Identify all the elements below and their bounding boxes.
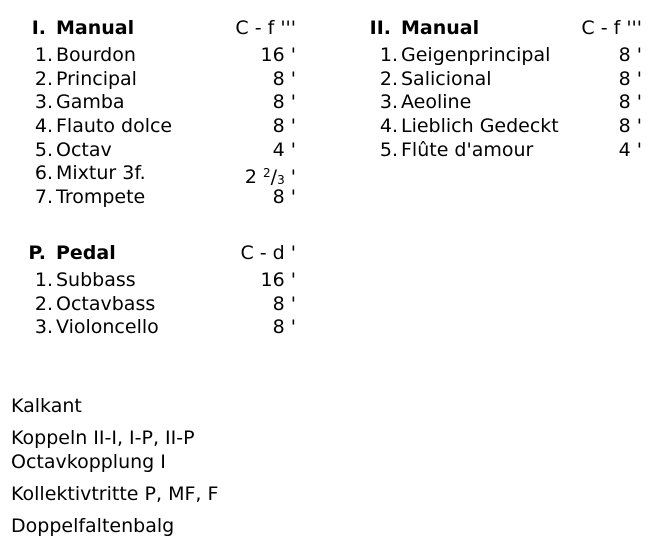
stop-row <box>355 91 642 115</box>
pitch-numerator: 2 <box>263 166 271 181</box>
stop-pitch: 8 ' <box>272 91 296 114</box>
stop-number: 1. <box>34 269 53 291</box>
division-compass: C - f ''' <box>235 17 296 39</box>
division-name: Pedal <box>56 242 116 264</box>
stop-name: Salicional <box>401 67 492 90</box>
division-compass: C - f ''' <box>581 17 642 39</box>
division-numeral: P. <box>28 242 46 264</box>
accessory-bellows <box>11 514 218 538</box>
stop-number: 1. <box>379 44 398 66</box>
stop-row <box>10 139 296 163</box>
stop-row <box>355 115 642 139</box>
stop-row <box>10 162 296 189</box>
division-name: Manual <box>401 17 480 39</box>
division-header <box>10 241 296 265</box>
accessory-kalkant <box>11 394 218 418</box>
stop-number: 6. <box>34 162 53 185</box>
accessory-combinations <box>11 482 218 506</box>
stop-pitch: 8 ' <box>618 115 642 138</box>
stop-name: Principal <box>56 67 137 90</box>
stop-row <box>10 68 296 92</box>
stop-row <box>10 44 296 68</box>
accessory-couplers <box>11 426 218 474</box>
stop-number: 3. <box>34 91 53 114</box>
division-pedal <box>10 241 296 340</box>
stop-list <box>355 44 642 162</box>
stop-row <box>10 293 296 317</box>
division-header <box>10 16 296 40</box>
accessories-section <box>11 394 218 546</box>
stop-number: 5. <box>379 138 398 161</box>
stop-pitch: 8 ' <box>272 67 296 90</box>
stop-pitch: 8 ' <box>618 91 642 114</box>
stop-name: Lieblich Gedeckt <box>401 115 559 138</box>
stop-row <box>355 139 642 163</box>
stop-pitch: 16 ' <box>260 44 296 66</box>
stop-name: Octav <box>56 138 112 161</box>
stop-list <box>10 269 296 340</box>
stop-number: 5. <box>34 138 53 161</box>
stop-row <box>355 68 642 92</box>
stop-name: Violoncello <box>56 316 159 339</box>
stop-row <box>10 115 296 139</box>
stop-name: Mixtur 3f. <box>56 162 146 185</box>
accessory-text: Octavkopplung I <box>11 451 166 473</box>
stop-pitch-fraction: 2 $^2$/3 ' <box>244 166 296 189</box>
division-numeral: I. <box>31 17 46 39</box>
pitch-denominator: 3 <box>277 173 285 188</box>
stop-name: Subbass <box>56 269 136 291</box>
division-header <box>355 16 642 40</box>
stop-row <box>10 316 296 340</box>
division-manual-i <box>10 16 296 210</box>
stop-row <box>355 44 642 68</box>
stop-pitch: 4 ' <box>272 138 296 161</box>
stop-number: 2. <box>379 67 398 90</box>
stop-pitch: 8 ' <box>618 67 642 90</box>
division-numeral: II. <box>369 17 391 39</box>
stop-number: 4. <box>34 115 53 138</box>
stop-number: 4. <box>379 115 398 138</box>
stop-row <box>10 269 296 293</box>
stop-number: 3. <box>34 316 53 339</box>
stop-number: 2. <box>34 67 53 90</box>
stop-name: Bourdon <box>56 44 136 66</box>
accessory-text: Doppelfaltenbalg <box>11 515 175 537</box>
pitch-whole: 2 <box>244 166 257 189</box>
accessory-text: Kalkant <box>11 395 82 417</box>
stop-row <box>10 91 296 115</box>
stop-row <box>10 186 296 210</box>
accessory-text: Kollektivtritte P, MF, F <box>11 483 219 505</box>
stop-pitch: 16 ' <box>260 269 296 291</box>
stop-number: 1. <box>34 44 53 66</box>
stop-name: Trompete <box>56 186 146 209</box>
stop-pitch: 8 ' <box>618 44 642 66</box>
division-manual-ii <box>355 16 642 162</box>
accessory-text: Koppeln II-I, I-P, II-P <box>11 427 195 449</box>
stop-pitch: 8 ' <box>272 186 296 209</box>
stop-name: Octavbass <box>56 292 156 315</box>
stop-number: 3. <box>379 91 398 114</box>
stop-pitch: 8 ' <box>272 316 296 339</box>
stop-name: Flûte d'amour <box>401 138 534 161</box>
stop-name: Gamba <box>56 91 125 114</box>
stop-list <box>10 44 296 210</box>
stop-pitch: 4 ' <box>618 138 642 161</box>
pitch-foot-mark: ' <box>290 166 296 189</box>
stop-number: 2. <box>34 292 53 315</box>
stop-name: Aeoline <box>401 91 472 114</box>
division-compass: C - d ' <box>240 242 296 264</box>
stop-name: Flauto dolce <box>56 115 173 138</box>
stop-pitch: 8 ' <box>272 292 296 315</box>
stop-name: Geigenprincipal <box>401 44 551 66</box>
stop-pitch: 8 ' <box>272 115 296 138</box>
stop-number: 7. <box>34 186 53 209</box>
division-name: Manual <box>56 17 135 39</box>
